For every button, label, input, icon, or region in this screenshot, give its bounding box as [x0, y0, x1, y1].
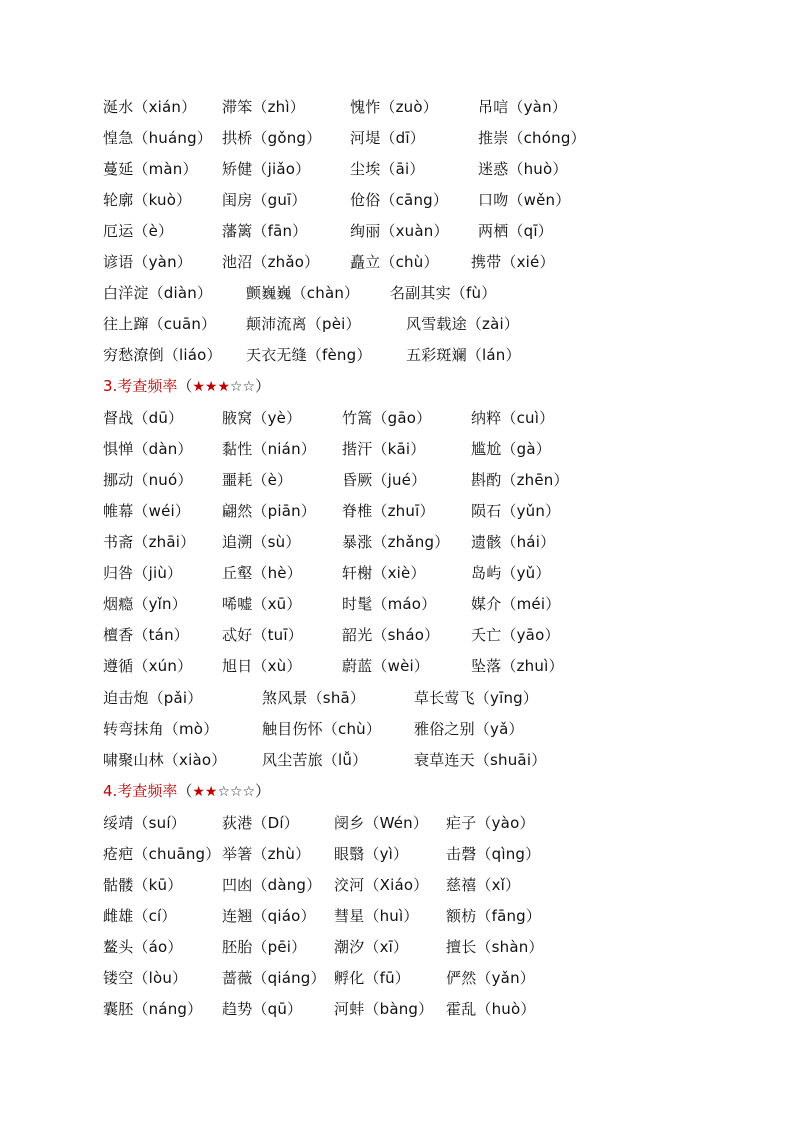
- word-entry: 蔚蓝（wèi）: [342, 657, 430, 675]
- word-entry: 两栖（qī）: [478, 222, 553, 240]
- word-entry: 吊唁（yàn）: [478, 98, 567, 116]
- word-entry: 触目伤怀（chù）: [262, 720, 382, 738]
- paren-close: ）: [255, 377, 271, 395]
- section-label: 考查频率: [117, 782, 178, 800]
- word-row: [0, 561, 794, 585]
- word-entry: 携带（xié）: [471, 253, 555, 271]
- word-row: [0, 623, 794, 647]
- word-entry: 闺房（guī）: [222, 191, 307, 209]
- word-entry: 竹篙（gāo）: [342, 409, 432, 427]
- word-entry: 转弯抹角（mò）: [103, 720, 219, 738]
- word-entry: 遗骸（hái）: [471, 533, 556, 551]
- word-entry: 霍乱（huò）: [446, 1000, 536, 1018]
- word-row: [0, 343, 794, 367]
- word-entry: 衰草连天（shuāi）: [414, 751, 547, 769]
- word-entry: 啸聚山林（xiào）: [103, 751, 227, 769]
- word-row: [0, 530, 794, 554]
- word-entry: 拱桥（gǒng）: [222, 129, 322, 147]
- word-row: [0, 157, 794, 181]
- word-row: [0, 654, 794, 678]
- word-row: [0, 219, 794, 243]
- word-entry: 陨石（yǔn）: [471, 502, 561, 520]
- word-entry: 檀香（tán）: [103, 626, 189, 644]
- word-entry: 颤巍巍（chàn）: [246, 284, 360, 302]
- word-entry: 厄运（è）: [103, 222, 174, 240]
- word-entry: 昏厥（jué）: [342, 471, 427, 489]
- section-label: 考查频率: [117, 377, 178, 395]
- word-entry: 骷髅（kū）: [103, 876, 183, 894]
- word-entry: 煞风景（shā）: [262, 689, 366, 707]
- word-entry: 纳粹（cuì）: [471, 409, 555, 427]
- word-row: [0, 126, 794, 150]
- word-row: [0, 686, 794, 710]
- section-number: 4.: [103, 782, 118, 800]
- word-entry: 往上蹿（cuān）: [103, 315, 217, 333]
- word-entry: 名副其实（fù）: [390, 284, 497, 302]
- word-entry: 归咎（jiù）: [103, 564, 183, 582]
- paren-close: ）: [255, 782, 271, 800]
- word-row: [0, 904, 794, 928]
- word-entry: 孵化（fū）: [334, 969, 410, 987]
- word-entry: 揩汗（kāi）: [342, 440, 426, 458]
- empty-star-icon: ☆☆: [230, 379, 256, 395]
- word-row: [0, 188, 794, 212]
- word-entry: 囊胚（náng）: [103, 1000, 203, 1018]
- word-entry: 迷惑（huò）: [478, 160, 568, 178]
- word-entry: 时髦（máo）: [342, 595, 437, 613]
- word-entry: 腋窝（yè）: [222, 409, 302, 427]
- empty-star-icon: ☆☆☆: [217, 784, 256, 800]
- word-row: [0, 95, 794, 119]
- word-entry: 伧俗（cāng）: [350, 191, 449, 209]
- word-entry: 口吻（wěn）: [478, 191, 571, 209]
- word-entry: 追溯（sù）: [222, 533, 301, 551]
- word-entry: 河蚌（bàng）: [334, 1000, 434, 1018]
- word-entry: 擅长（shàn）: [446, 938, 544, 956]
- word-row: [0, 873, 794, 897]
- word-entry: 藩篱（fān）: [222, 222, 308, 240]
- word-entry: 矫健（jiǎo）: [222, 160, 311, 178]
- word-entry: 脊椎（zhuī）: [342, 502, 435, 520]
- word-row: [0, 250, 794, 274]
- word-entry: 潮汐（xī）: [334, 938, 409, 956]
- word-entry: 连翘（qiáo）: [222, 907, 316, 925]
- word-entry: 书斋（zhāi）: [103, 533, 196, 551]
- word-row: [0, 437, 794, 461]
- section-heading-3: [103, 374, 270, 398]
- word-entry: 阌乡（Wén）: [334, 814, 429, 832]
- section-number: 3.: [103, 377, 118, 395]
- word-row: [0, 406, 794, 430]
- word-entry: 白洋淀（diàn）: [103, 284, 213, 302]
- word-entry: 洨河（Xiáo）: [334, 876, 429, 894]
- word-entry: 俨然（yǎn）: [446, 969, 535, 987]
- word-entry: 彗星（huì）: [334, 907, 419, 925]
- word-entry: 噩耗（è）: [222, 471, 293, 489]
- word-entry: 推崇（chóng）: [478, 129, 586, 147]
- word-entry: 丘壑（hè）: [222, 564, 302, 582]
- word-entry: 愧怍（zuò）: [350, 98, 438, 116]
- word-entry: 风雪载途（zài）: [406, 315, 520, 333]
- word-entry: 额枋（fāng）: [446, 907, 542, 925]
- word-row: [0, 842, 794, 866]
- word-entry: 黏性（nián）: [222, 440, 316, 458]
- word-entry: 慈禧（xǐ）: [446, 876, 521, 894]
- word-row: [0, 935, 794, 959]
- word-row: [0, 997, 794, 1021]
- paren-open: （: [177, 377, 193, 395]
- word-entry: 挪动（nuó）: [103, 471, 193, 489]
- word-entry: 尘埃（āi）: [350, 160, 425, 178]
- word-row: [0, 312, 794, 336]
- word-entry: 涎水（xián）: [103, 98, 197, 116]
- word-entry: 绚丽（xuàn）: [350, 222, 449, 240]
- word-entry: 荻港（Dí）: [222, 814, 299, 832]
- word-row: [0, 748, 794, 772]
- word-entry: 趋势（qū）: [222, 1000, 303, 1018]
- word-entry: 蔷薇（qiáng）: [222, 969, 326, 987]
- word-entry: 韶光（sháo）: [342, 626, 440, 644]
- word-row: [0, 468, 794, 492]
- word-entry: 夭亡（yāo）: [471, 626, 560, 644]
- word-entry: 媒介（méi）: [471, 595, 561, 613]
- word-entry: 胚胎（pēi）: [222, 938, 307, 956]
- word-entry: 斟酌（zhēn）: [471, 471, 569, 489]
- section-heading-4: [103, 779, 270, 803]
- word-entry: 帷幕（wéi）: [103, 502, 191, 520]
- word-entry: 眼翳（yì）: [334, 845, 409, 863]
- word-row: [0, 811, 794, 835]
- word-entry: 雌雄（cí）: [103, 907, 177, 925]
- word-entry: 绥靖（suí）: [103, 814, 186, 832]
- word-entry: 惧惮（dàn）: [103, 440, 193, 458]
- word-entry: 池沼（zhǎo）: [222, 253, 320, 271]
- word-entry: 击磬（qìng）: [446, 845, 541, 863]
- word-entry: 轮廓（kuò）: [103, 191, 192, 209]
- word-entry: 草长莺飞（yīng）: [414, 689, 539, 707]
- word-entry: 轩榭（xiè）: [342, 564, 426, 582]
- word-entry: 督战（dū）: [103, 409, 184, 427]
- filled-star-icon: ★★: [192, 784, 218, 800]
- word-entry: 忒好（tuī）: [222, 626, 303, 644]
- word-entry: 蔓延（màn）: [103, 160, 198, 178]
- word-entry: 五彩斑斓（lán）: [406, 346, 521, 364]
- word-entry: 翩然（piān）: [222, 502, 316, 520]
- word-entry: 穷愁潦倒（liáo）: [103, 346, 222, 364]
- word-entry: 举箸（zhù）: [222, 845, 311, 863]
- word-row: [0, 717, 794, 741]
- word-entry: 遵循（xún）: [103, 657, 193, 675]
- word-row: [0, 966, 794, 990]
- paren-open: （: [177, 782, 193, 800]
- word-entry: 暴涨（zhǎng）: [342, 533, 450, 551]
- word-entry: 坠落（zhuì）: [471, 657, 564, 675]
- word-entry: 矗立（chù）: [350, 253, 439, 271]
- word-entry: 尴尬（gà）: [471, 440, 551, 458]
- word-entry: 谚语（yàn）: [103, 253, 192, 271]
- word-entry: 疮疤（chuāng）: [103, 845, 221, 863]
- word-entry: 烟瘾（yǐn）: [103, 595, 187, 613]
- word-entry: 河堤（dī）: [350, 129, 425, 147]
- word-entry: 天衣无缝（fèng）: [246, 346, 372, 364]
- word-entry: 惶急（huáng）: [103, 129, 213, 147]
- word-row: [0, 499, 794, 523]
- word-entry: 岛屿（yǔ）: [471, 564, 551, 582]
- word-entry: 疟子（yào）: [446, 814, 535, 832]
- word-entry: 鳌头（áo）: [103, 938, 183, 956]
- word-entry: 风尘苦旅（lǚ）: [262, 751, 368, 769]
- word-entry: 旭日（xù）: [222, 657, 302, 675]
- word-entry: 颠沛流离（pèi）: [246, 315, 361, 333]
- word-entry: 迫击炮（pǎi）: [103, 689, 203, 707]
- word-entry: 滞笨（zhì）: [222, 98, 305, 116]
- word-entry: 凹凼（dàng）: [222, 876, 322, 894]
- word-row: [0, 281, 794, 305]
- word-row: [0, 592, 794, 616]
- word-entry: 镂空（lòu）: [103, 969, 188, 987]
- word-entry: 雅俗之别（yǎ）: [414, 720, 524, 738]
- filled-star-icon: ★★★: [192, 379, 230, 395]
- word-entry: 唏嘘（xū）: [222, 595, 302, 613]
